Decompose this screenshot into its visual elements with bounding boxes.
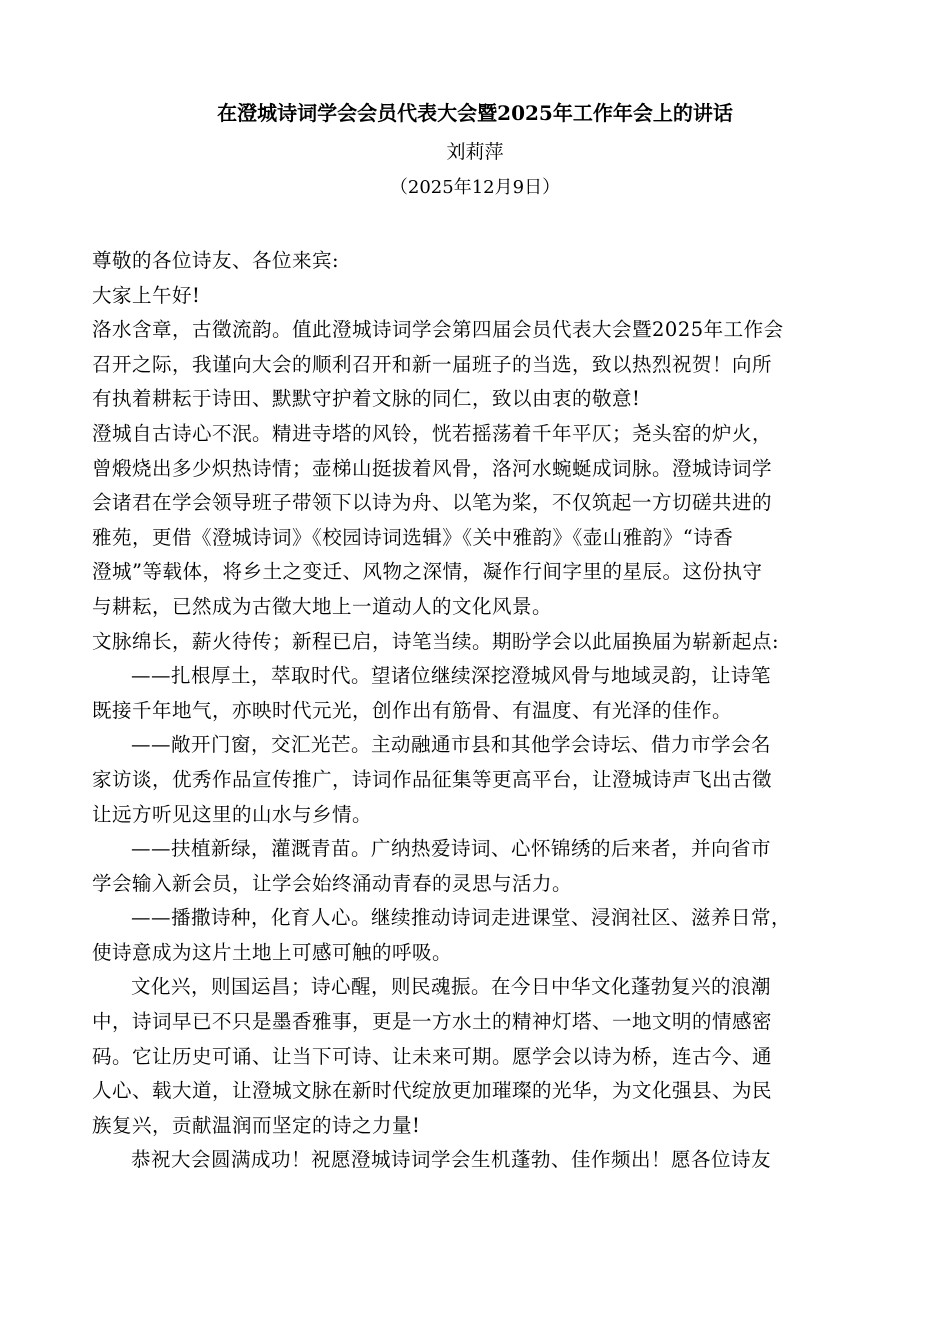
body-line: 澄城自古诗心不泯。精进寺塔的风铃，恍若摇荡着千年平仄；尧头窑的炉火， <box>92 421 773 445</box>
body-line: 中，诗词早已不只是墨香雅事，更是一方水土的精神灯塔、一地文明的情感密 <box>92 1010 773 1034</box>
body-line: 家访谈，优秀作品宣传推广，诗词作品征集等更高平台，让澄城诗声飞出古徵 <box>92 767 773 791</box>
body-line: 使诗意成为这片土地上可感可触的呼吸。 <box>92 940 453 964</box>
body-line: 会诸君在学会领导班子带领下以诗为舟、以笔为桨，不仅筑起一方切磋共进的 <box>92 491 773 515</box>
body-line: ——扎根厚土，萃取时代。望诸位继续深挖澄城风骨与地域灵韵，让诗笔 <box>131 664 772 688</box>
body-line: 澄城”等载体，将乡土之变迁、风物之深情，凝作行间字里的星辰。这份执守 <box>92 560 763 584</box>
speech-date: （2025年12月9日） <box>389 177 561 198</box>
body-line: ——播撒诗种，化育人心。继续推动诗词走进课堂、浸润社区、滋养日常， <box>131 906 792 930</box>
document-title: 在澄城诗词学会会员代表大会暨2025年工作年会上的讲话 <box>217 101 733 125</box>
body-line: 让远方听见这里的山水与乡情。 <box>92 802 373 826</box>
body-line: 文化兴，则国运昌；诗心醒，则民魂振。在今日中华文化蓬勃复兴的浪潮 <box>131 975 772 999</box>
body-line: 洛水含章，古徵流韵。值此澄城诗词学会第四届会员代表大会暨2025年工作会 <box>92 318 784 342</box>
body-line: ——敞开门窗，交汇光芒。主动融通市县和其他学会诗坛、借力市学会名 <box>131 733 772 757</box>
speech-body <box>92 244 872 1178</box>
body-line: 学会输入新会员，让学会始终涌动青春的灵思与活力。 <box>92 871 573 895</box>
body-line: 与耕耘，已然成为古徵大地上一道动人的文化风景。 <box>92 594 553 618</box>
body-line: 召开之际，我谨向大会的顺利召开和新一届班子的当选，致以热烈祝贺！向所 <box>92 352 773 376</box>
body-line: 恭祝大会圆满成功！祝愿澄城诗词学会生机蓬勃、佳作频出！愿各位诗友 <box>131 1148 772 1172</box>
body-line: 有执着耕耘于诗田、默默守护着文脉的同仁，致以由衷的敬意! <box>92 387 641 411</box>
body-line: 人心、载大道，让澄城文脉在新时代绽放更加璀璨的光华，为文化强县、为民 <box>92 1079 773 1103</box>
body-line: 码。它让历史可诵、让当下可诗、让未来可期。愿学会以诗为桥，连古今、通 <box>92 1044 773 1068</box>
body-line: 文脉绵长，薪火待传；新程已启，诗笔当续。期盼学会以此届换届为崭新起点: <box>92 629 780 653</box>
body-line: 尊敬的各位诗友、各位来宾: <box>92 249 340 272</box>
body-line: 雅苑，更借《澄城诗词》《校园诗词选辑》《关中雅韵》《壶山雅韵》“诗香 <box>92 525 734 549</box>
body-line: 大家上午好! <box>92 283 201 307</box>
body-line: 既接千年地气，亦映时代元光，创作出有筋骨、有温度、有光泽的佳作。 <box>92 698 733 722</box>
body-line: 曾煅烧出多少炽热诗情；壶梯山挺拔着风骨，洛河水蜿蜒成词脉。澄城诗词学 <box>92 456 773 480</box>
author-name: 刘莉萍 <box>446 141 504 163</box>
body-line: 族复兴，贡献温润而坚定的诗之力量! <box>92 1113 421 1137</box>
body-line: ——扶植新绿，灌溉青苗。广纳热爱诗词、心怀锦绣的后来者，并向省市 <box>131 837 772 861</box>
